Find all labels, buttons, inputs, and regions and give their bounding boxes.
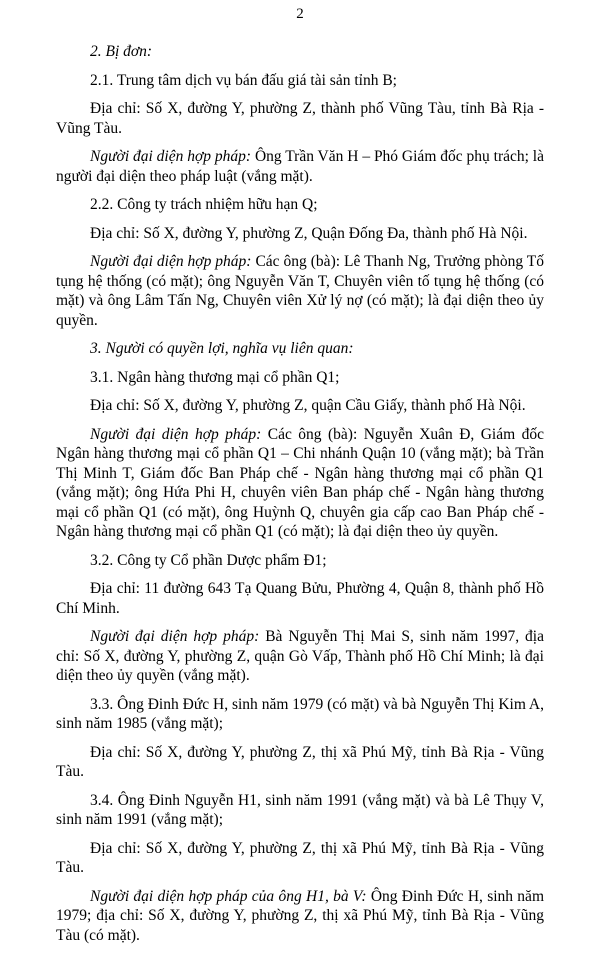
defendant-1-title: 2.1. Trung tâm dịch vụ bán đấu giá tài sản tỉnh B; bbox=[90, 71, 397, 89]
representative-label: Người đại diện hợp pháp: bbox=[90, 253, 252, 270]
party-2-address: Địa chỉ: 11 đường 643 Tạ Quang Bửu, Phường 4, Quận 8, thành phố Hồ Chí Minh. bbox=[56, 580, 544, 617]
defendant-2-title: 2.2. Công ty trách nhiệm hữu hạn Q; bbox=[90, 196, 318, 213]
party-1-representative bbox=[56, 425, 544, 542]
party-4-title: 3.4. Ông Đinh Nguyễn H1, sinh năm 1991 (vắng mặt) và bà Lê Thụy V, sinh năm 1991 (vắng mặt); bbox=[56, 791, 544, 828]
party-3-title: 3.3. Ông Đinh Đức H, sinh năm 1979 (có mặt) và bà Nguyễn Thị Kim A, sinh năm 1985 (vắng mặt); bbox=[56, 695, 544, 732]
defendant-1-address: Địa chỉ: Số X, đường Y, phường Z, thành phố Vũng Tàu, tỉnh Bà Rịa - Vũng Tàu. bbox=[56, 100, 544, 137]
representative-text: Bà Nguyễn Thị Mai S, sinh năm 1997, địa chỉ: Số X, đường Y, phường Z, quận Gò Vấp, Thành phố Hồ Chí Minh; là đại diện theo ủy quyền (vắng mặt). bbox=[56, 628, 544, 684]
party-4-representative bbox=[56, 887, 544, 946]
section-heading-defendant: 2. Bị đơn: bbox=[90, 43, 153, 60]
defendant-2-representative bbox=[56, 252, 544, 330]
party-2-title: 3.2. Công ty Cổ phần Dược phẩm Đ1; bbox=[90, 551, 327, 569]
representative-text: Các ông (bà): Nguyễn Xuân Đ, Giám đốc Ngân hàng thương mại cổ phần Q1 – Chi nhánh Quận 10 (vắng mặt); bà Trần Thị Minh T, Giám đốc Ban Pháp chế - Ngân hàng thương mại cổ phần Q1 (vắng mặt); ông Hứa Phi H, chuyên viên Ban pháp chế - Ngân hàng thương mại cổ phần Q1 (có mặt), ông Huỳnh Q, chuyên gia cấp cao Ban Pháp chế - Ngân hàng thương mại cổ phần Q1 (có mặt); là đại diện theo ủy quyền. bbox=[56, 425, 544, 540]
representative-text: Các ông (bà): Lê Thanh Ng, Trưởng phòng Tố tụng hệ thống (có mặt); ông Nguyễn Văn T, Chuyên viên tố tụng hệ thống (có mặt) và ông Lâm Tấn Ng, Chuyên viên Xử lý nợ (có mặt); là đại diện theo ủy quyền. bbox=[56, 253, 544, 329]
representative-label: Người đại diện hợp pháp: bbox=[90, 628, 260, 645]
representative-text: Ông Trần Văn H – Phó Giám đốc phụ trách; là người đại diện theo pháp luật (vắng mặt). bbox=[56, 148, 544, 185]
party-3-address: Địa chỉ: Số X, đường Y, phường Z, thị xã Phú Mỹ, tỉnh Bà Rịa - Vũng Tàu. bbox=[56, 743, 544, 780]
representative-label: Người đại diện hợp pháp của ông H1, bà V: bbox=[90, 887, 367, 905]
party-2-representative bbox=[56, 627, 544, 686]
defendant-2-address: Địa chỉ: Số X, đường Y, phường Z, Quận Đống Đa, thành phố Hà Nội. bbox=[90, 224, 528, 242]
representative-text: Ông Đinh Đức H, sinh năm 1979; địa chỉ: Số X, đường Y, phường Z, thị xã Phú Mỹ, tỉnh Bà Rịa - Vũng Tàu (có mặt). bbox=[56, 887, 544, 944]
representative-label: Người đại diện hợp pháp: bbox=[90, 425, 262, 443]
representative-label: Người đại diện hợp pháp: bbox=[90, 148, 252, 165]
page-number: 2 bbox=[296, 6, 304, 22]
defendant-1-representative bbox=[56, 147, 544, 186]
document-body bbox=[56, 42, 544, 954]
section-heading-related-parties: 3. Người có quyền lợi, nghĩa vụ liên quan: bbox=[90, 340, 354, 357]
party-1-address: Địa chỉ: Số X, đường Y, phường Z, quận Cầu Giấy, thành phố Hà Nội. bbox=[90, 397, 526, 414]
party-1-title: 3.1. Ngân hàng thương mại cổ phần Q1; bbox=[90, 368, 340, 386]
party-4-address: Địa chỉ: Số X, đường Y, phường Z, thị xã Phú Mỹ, tỉnh Bà Rịa - Vũng Tàu. bbox=[56, 839, 544, 876]
